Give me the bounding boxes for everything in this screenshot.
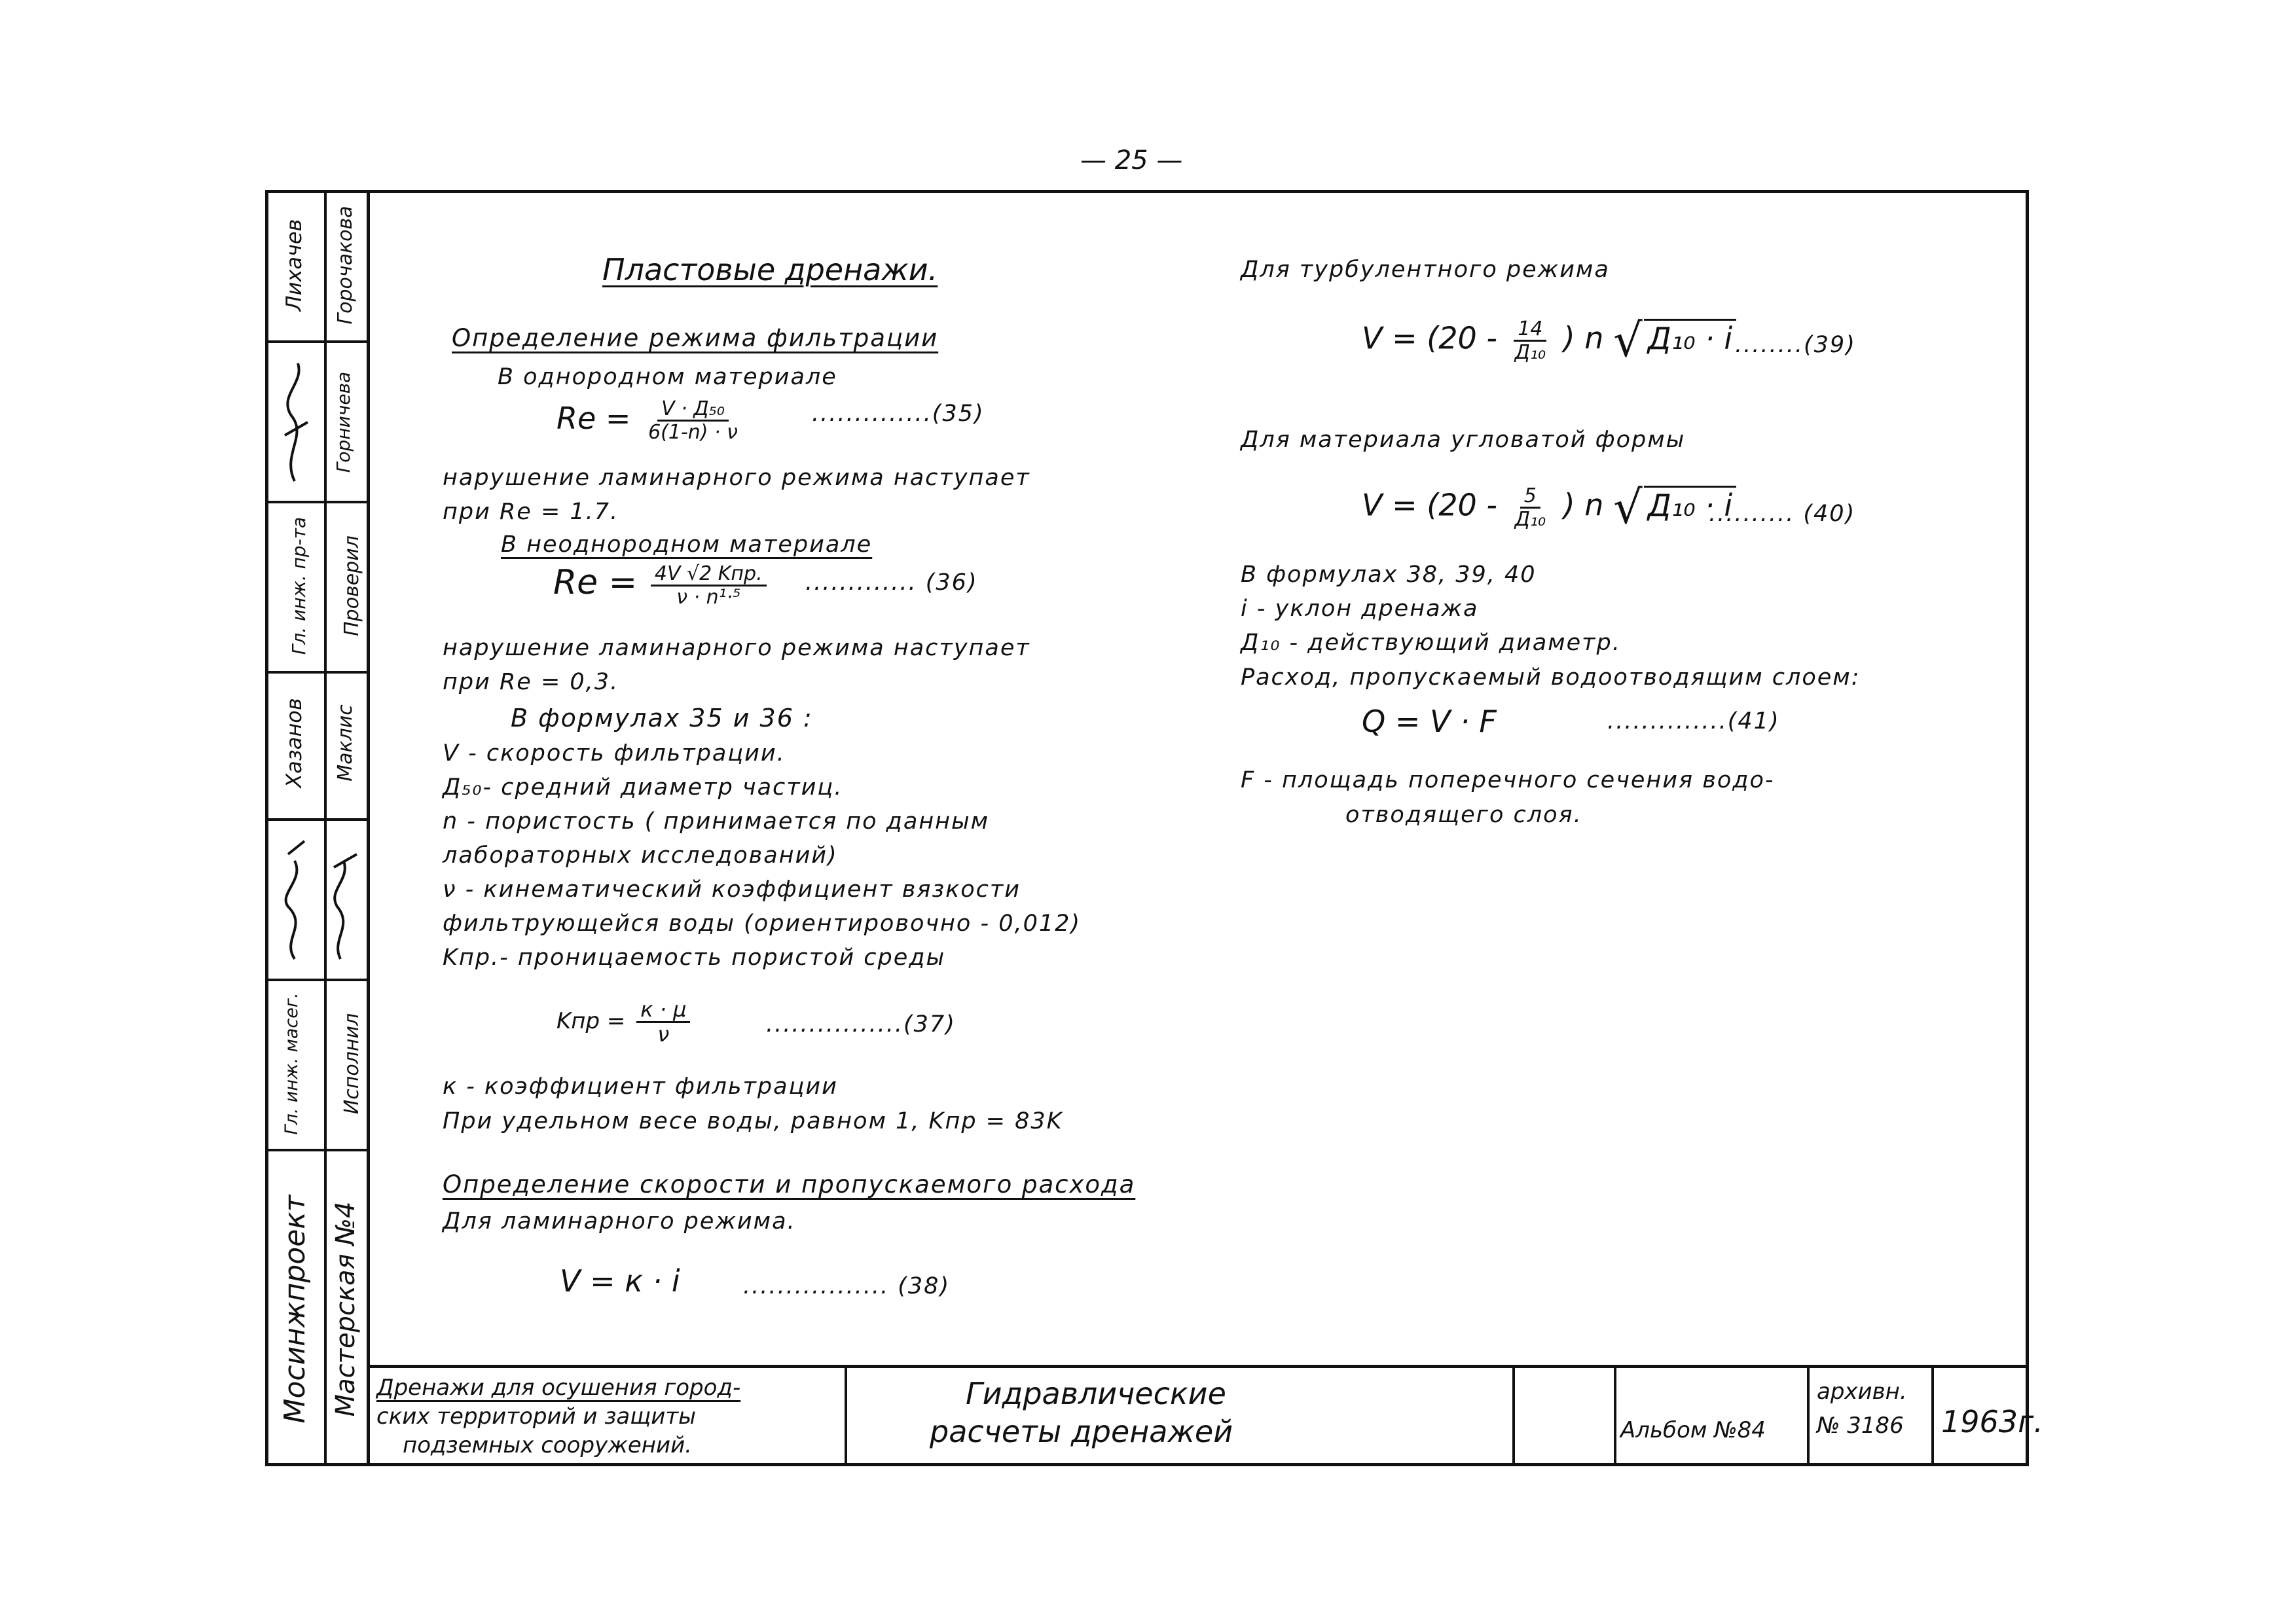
titleblock-title bbox=[930, 1375, 1233, 1451]
signature bbox=[268, 828, 367, 972]
stamp-row-line bbox=[265, 501, 369, 503]
text-laminar-2b: при Re = 0,3. bbox=[443, 669, 619, 695]
stamp-row-line bbox=[265, 979, 369, 981]
formula-35 bbox=[556, 398, 746, 443]
formula-36 bbox=[553, 563, 771, 608]
organization-name: Мосинжпроект bbox=[278, 1195, 312, 1424]
album-number: Альбом №84 bbox=[1620, 1417, 1766, 1443]
formula-numerator: к · μ bbox=[636, 998, 690, 1023]
text-laminar-1: нарушение ламинарного режима наступает bbox=[443, 465, 1030, 491]
stamp-name: Лихачев bbox=[282, 219, 306, 312]
formula-40 bbox=[1362, 480, 1736, 534]
formula-ref-36: ............. (36) bbox=[805, 569, 978, 596]
formula-lhs: V = (20 - bbox=[1362, 487, 1497, 523]
formula-denominator: ν · n¹·⁵ bbox=[676, 586, 741, 609]
formula-ref-39: ........(39) bbox=[1735, 332, 1856, 358]
text-in-formulas: В формулах 35 и 36 : bbox=[511, 704, 813, 732]
formula-numerator: 14 bbox=[1514, 318, 1546, 342]
archive-value: № 3186 bbox=[1817, 1413, 1904, 1439]
stamp-role: Проверил bbox=[340, 535, 363, 636]
section-title: Пластовые дренажи. bbox=[602, 252, 938, 287]
text-k-relation: При удельном весе воды, равном 1, Kпр = 83K bbox=[443, 1108, 1063, 1134]
titleblock-title-line: Гидравлические bbox=[966, 1376, 1226, 1411]
stamp-role: Гл. инж. масег. bbox=[282, 992, 302, 1135]
text-f-definition-2: отводящего слоя. bbox=[1345, 802, 1582, 828]
formula-ref-40: .......... (40) bbox=[1709, 501, 1856, 527]
definition-item: фильтрующейся воды (ориентировочно - 0,012) bbox=[443, 911, 1082, 937]
formula-denominator: Д₁₀ bbox=[1514, 507, 1546, 531]
stamp-row-line bbox=[265, 340, 369, 343]
formula-mid: ) n bbox=[1563, 487, 1604, 523]
formula-ref-38: ................. (38) bbox=[743, 1273, 951, 1299]
text-homogeneous: В однородном материале bbox=[498, 364, 837, 390]
stamp-divider-2 bbox=[367, 190, 370, 1466]
text-angular-material: Для материала угловатой формы bbox=[1241, 427, 1686, 453]
titleblock-title-line: расчеты дренажей bbox=[930, 1414, 1233, 1449]
text-nonhomogeneous: В неоднородном материале bbox=[501, 532, 873, 558]
text-flow: Расход, пропускаемый водоотводящим слоем: bbox=[1241, 664, 1861, 691]
text-k-definition: к - коэффициент фильтрации bbox=[443, 1074, 838, 1100]
formula-ref-37: ................(37) bbox=[766, 1011, 956, 1038]
titleblock-description bbox=[376, 1373, 740, 1460]
formula-radicand: Д₁₀ · i bbox=[1644, 486, 1736, 523]
text-laminar-2: нарушение ламинарного режима наступает bbox=[443, 635, 1030, 661]
formula-radicand: Д₁₀ · i bbox=[1644, 319, 1736, 356]
titleblock-desc-line: Дренажи для осушения город- bbox=[376, 1375, 741, 1401]
year: 1963г. bbox=[1941, 1404, 2043, 1439]
definition-item: V - скорость фильтрации. bbox=[443, 740, 786, 767]
stamp-name: Хазанов bbox=[282, 698, 306, 788]
formula-numerator: 5 bbox=[1520, 485, 1540, 509]
titleblock-top-line bbox=[367, 1365, 2029, 1368]
text-in-formulas-right: В формулах 38, 39, 40 bbox=[1241, 562, 1537, 588]
page-number: — 25 — bbox=[1080, 145, 1183, 175]
text-f-definition: F - площадь поперечного сечения водо- bbox=[1241, 767, 1775, 793]
heading-filtration-mode: Определение режима фильтрации bbox=[452, 324, 939, 352]
titleblock-desc-line: ских территорий и защиты bbox=[376, 1403, 697, 1430]
formula-37 bbox=[556, 998, 694, 1046]
formula-lhs: Re = bbox=[556, 401, 631, 436]
signature bbox=[268, 357, 321, 488]
stamp-row-line bbox=[265, 1149, 369, 1151]
archive-number bbox=[1817, 1375, 1907, 1443]
formula-denominator: 6(1-n) · ν bbox=[648, 421, 738, 444]
archive-label: архивн. bbox=[1817, 1379, 1907, 1405]
stamp-name: Горничева bbox=[333, 371, 354, 473]
formula-ref-41: ..............(41) bbox=[1607, 708, 1780, 734]
stamp-name: Маклис bbox=[334, 704, 357, 782]
formula-denominator: Д₁₀ bbox=[1514, 340, 1546, 364]
sqrt-icon: √ bbox=[1613, 314, 1643, 367]
titleblock-desc-line: подземных сооружений. bbox=[403, 1432, 692, 1458]
text-laminar-1b: при Re = 1.7. bbox=[443, 499, 619, 525]
text-i-definition: i - уклон дренажа bbox=[1241, 596, 1479, 622]
definition-item: Kпр.- проницаемость пористой среды bbox=[443, 945, 946, 971]
titleblock-divider bbox=[1807, 1365, 1810, 1466]
heading-velocity-flow: Определение скорости и пропускаемого расхода bbox=[443, 1170, 1136, 1199]
formula-denominator: ν bbox=[657, 1022, 670, 1047]
formula-38: V = к · i bbox=[560, 1263, 680, 1299]
formula-lhs: V = (20 - bbox=[1362, 320, 1497, 356]
definition-item: ν - кинематический коэффициент вязкости bbox=[443, 876, 1021, 903]
formula-ref-35: ..............(35) bbox=[812, 401, 985, 427]
stamp-row-line bbox=[265, 818, 369, 821]
definitions-list bbox=[443, 736, 1081, 975]
formula-numerator: 4V √2 Kпр. bbox=[651, 563, 767, 586]
stamp-name: Горочакова bbox=[334, 206, 357, 325]
formula-numerator: V · Д₅₀ bbox=[657, 398, 729, 422]
titleblock-divider bbox=[1931, 1365, 1934, 1466]
formula-41: Q = V · F bbox=[1362, 704, 1497, 739]
formula-lhs: Re = bbox=[553, 563, 638, 602]
formula-mid: ) n bbox=[1563, 320, 1604, 356]
sqrt-icon: √ bbox=[1613, 480, 1643, 534]
stamp-role: Гл. инж. пр-та bbox=[288, 516, 310, 655]
definition-item: Д₅₀- средний диаметр частиц. bbox=[443, 774, 843, 801]
formula-39 bbox=[1362, 314, 1736, 367]
stamp-role: Исполнил bbox=[340, 1013, 363, 1115]
definition-item: n - пористость ( принимается по данным bbox=[443, 808, 990, 835]
definition-item: лабораторных исследований) bbox=[443, 842, 838, 869]
titleblock-divider bbox=[1512, 1365, 1515, 1466]
workshop-name: Мастерская №4 bbox=[331, 1201, 361, 1417]
text-turbulent-mode: Для турбулентного режима bbox=[1241, 257, 1610, 283]
text-laminar-mode: Для ламинарного режима. bbox=[443, 1208, 796, 1235]
formula-lhs: Kпр = bbox=[556, 1008, 626, 1035]
text-d-definition: Д₁₀ - действующий диаметр. bbox=[1241, 630, 1621, 656]
titleblock-divider bbox=[1614, 1365, 1616, 1466]
titleblock-divider bbox=[845, 1365, 847, 1466]
